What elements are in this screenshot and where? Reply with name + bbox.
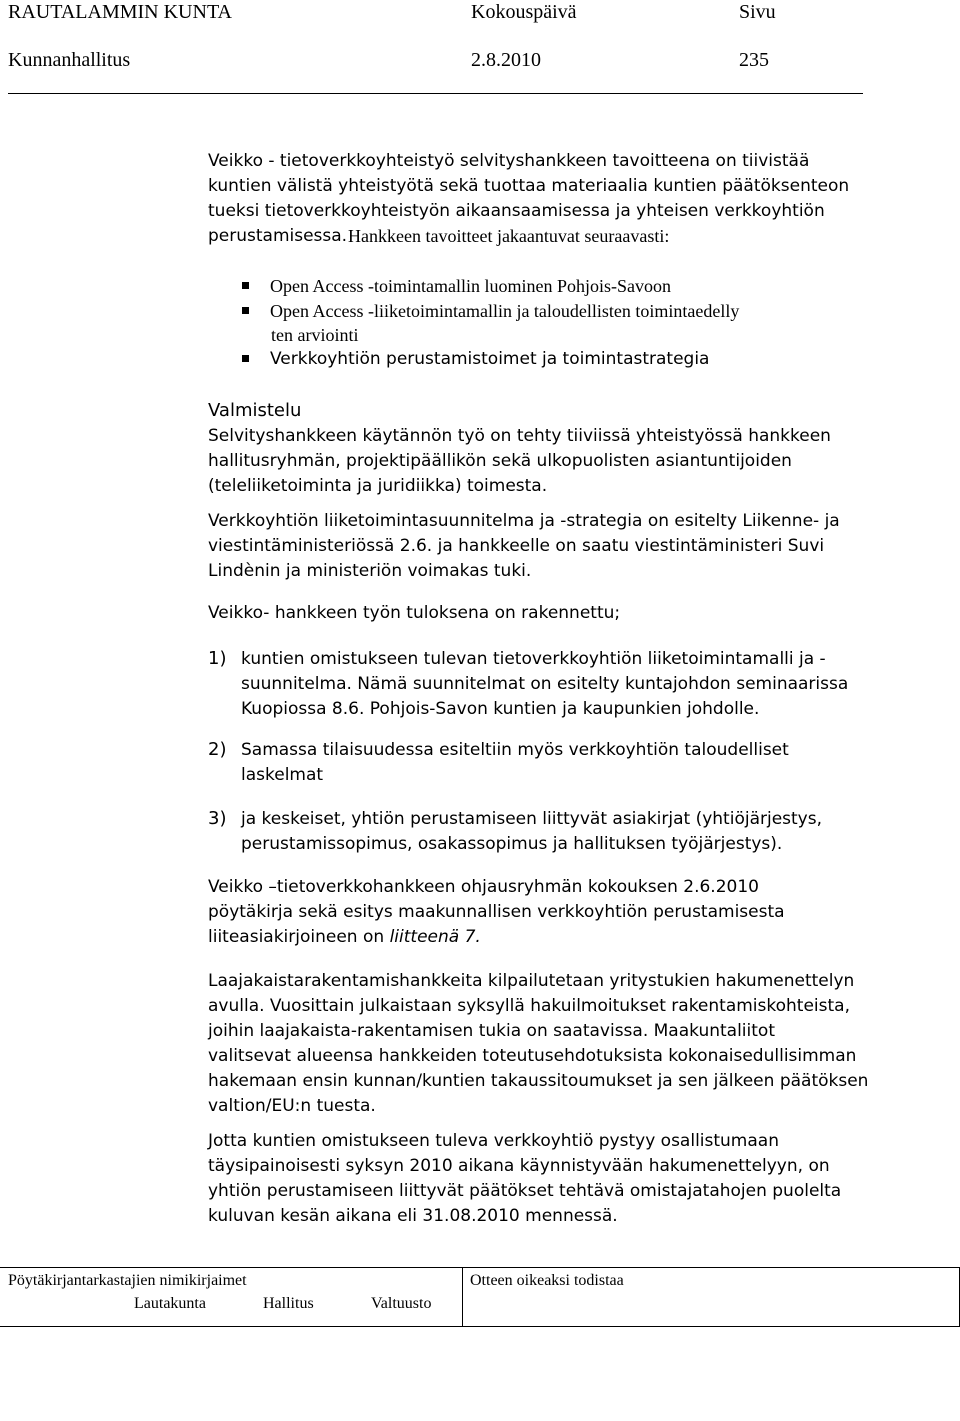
paragraph-line: Lindènin ja ministeriön voimakas tuki. xyxy=(208,561,532,581)
intro-line: perustamisessa. xyxy=(208,226,348,246)
result-line: ja keskeiset, yhtiön perustamiseen liittyvät asiakirjat (yhtiöjärjestys, xyxy=(241,809,823,829)
preparation-line: Selvityshankkeen käytännön työ on tehty tiiviissä yhteistyössä hankkeen xyxy=(208,426,831,446)
paragraph-line: Laajakaistarakentamishankkeita kilpailutetaan yritystukien hakumenettelyn xyxy=(208,971,855,991)
goal-item: Verkkoyhtiön perustamistoimet ja toimintastrategia xyxy=(270,349,710,369)
signatures-label: Pöytäkirjantarkastajien nimikirjaimet xyxy=(8,1272,247,1289)
paragraph-line: viestintäministeriössä 2.6. ja hankkeelle on saatu viestintäministeri Suvi xyxy=(208,536,825,556)
paragraph-line: Jotta kuntien omistukseen tuleva verkkoyhtiö pystyy osallistumaan xyxy=(208,1131,779,1151)
paragraph-line: avulla. Vuosittain julkaistaan syksyllä hakuilmoitukset rakentamiskohteista, xyxy=(208,996,850,1016)
attachment-reference: liitteenä 7. xyxy=(389,927,481,947)
result-line: laskelmat xyxy=(241,765,324,785)
paragraph-line: yhtiön perustamiseen liittyvät päätökset tehtävä omistajatahojen puolelta xyxy=(208,1181,842,1201)
body-name: Kunnanhallitus xyxy=(8,49,131,71)
paragraph-line: joihin laajakaista-rakentamisen tukia on saatavissa. Maakuntaliitot xyxy=(208,1021,775,1041)
meeting-date-label: Kokouspäivä xyxy=(471,1,577,23)
result-line: Kuopiossa 8.6. Pohjois-Savon kuntien ja kaupunkien johdolle. xyxy=(241,699,760,719)
goal-item: Open Access -liiketoimintamallin ja taloudellisten toimintaedelly xyxy=(270,301,740,321)
section-heading: Valmistelu xyxy=(208,400,302,421)
board-hallitus: Hallitus xyxy=(263,1295,314,1312)
paragraph-line: Veikko –tietoverkkohankkeen ohjausryhmän kokouksen 2.6.2010 xyxy=(208,877,759,897)
board-lautakunta: Lautakunta xyxy=(134,1295,206,1312)
paragraph-line xyxy=(208,926,481,948)
result-line: perustamissopimus, osakassopimus ja hallituksen työjärjestys). xyxy=(241,834,783,854)
paragraph-line: valtion/EU:n tuesta. xyxy=(208,1096,376,1116)
page-number: 235 xyxy=(739,49,769,71)
paragraph-line: hakemaan ensin kunnan/kuntien takaussitoumukset ja sen jälkeen päätöksen xyxy=(208,1071,869,1091)
bullet-icon xyxy=(242,282,249,289)
paragraph-line: Veikko- hankkeen työn tuloksena on rakennettu; xyxy=(208,603,621,623)
paragraph-line: täysipainoisesti syksyn 2010 aikana käynnistyvään hakumenettelyyn, on xyxy=(208,1156,830,1176)
meeting-date: 2.8.2010 xyxy=(471,49,541,71)
bullet-icon xyxy=(242,307,249,314)
header-rule xyxy=(8,93,863,94)
preparation-line: (teleliiketoiminta ja juridiikka) toimesta. xyxy=(208,476,548,496)
intro-line: kuntien välistä yhteistyötä sekä tuottaa materiaalia kuntien päätöksenteon xyxy=(208,176,850,196)
result-line: Samassa tilaisuudessa esiteltiin myös verkkoyhtiön taloudelliset xyxy=(241,740,789,760)
preparation-line: hallitusryhmän, projektipäällikön sekä ulkopuolisten asiantuntijoiden xyxy=(208,451,792,471)
bullet-icon xyxy=(242,355,249,362)
paragraph-line: Verkkoyhtiön liiketoimintasuunnitelma ja -strategia on esitelty Liikenne- ja xyxy=(208,511,840,531)
goal-item-continuation: ten arviointi xyxy=(271,325,359,345)
paragraph-line: pöytäkirja sekä esitys maakunnallisen verkkoyhtiön perustamisesta xyxy=(208,902,785,922)
result-line: kuntien omistukseen tulevan tietoverkkoyhtiön liiketoimintamalli ja - xyxy=(241,649,826,669)
board-valtuusto: Valtuusto xyxy=(371,1295,432,1312)
list-number: 2) xyxy=(208,739,227,760)
result-line: suunnitelma. Nämä suunnitelmat on esitelty kuntajohdon seminaarissa xyxy=(241,674,849,694)
intro-line-continuation: Hankkeen tavoitteet jakaantuvat seuraavasti: xyxy=(348,226,670,246)
organization-name: RAUTALAMMIN KUNTA xyxy=(8,1,233,23)
certified-label: Otteen oikeaksi todistaa xyxy=(470,1272,624,1289)
list-number: 3) xyxy=(208,808,227,829)
list-number: 1) xyxy=(208,648,227,669)
page-label: Sivu xyxy=(739,1,776,23)
paragraph-line: kuluvan kesän aikana eli 31.08.2010 mennessä. xyxy=(208,1206,618,1226)
footer-bottom-rule xyxy=(0,1326,960,1327)
paragraph-text: liiteasiakirjoineen on xyxy=(208,927,390,947)
footer-top-rule xyxy=(0,1267,960,1268)
goal-item: Open Access -toimintamallin luominen Pohjois-Savoon xyxy=(270,276,671,296)
paragraph-line: valitsevat alueensa hankkeiden toteutusehdotuksista kokonaisedullisimman xyxy=(208,1046,857,1066)
intro-line: Veikko - tietoverkkoyhteistyö selvityshankkeen tavoitteena on tiivistää xyxy=(208,151,810,171)
intro-line: tueksi tietoverkkoyhteistyön aikaansaamisessa ja yhteisen verkkoyhtiön xyxy=(208,201,825,221)
footer-divider xyxy=(462,1267,463,1327)
